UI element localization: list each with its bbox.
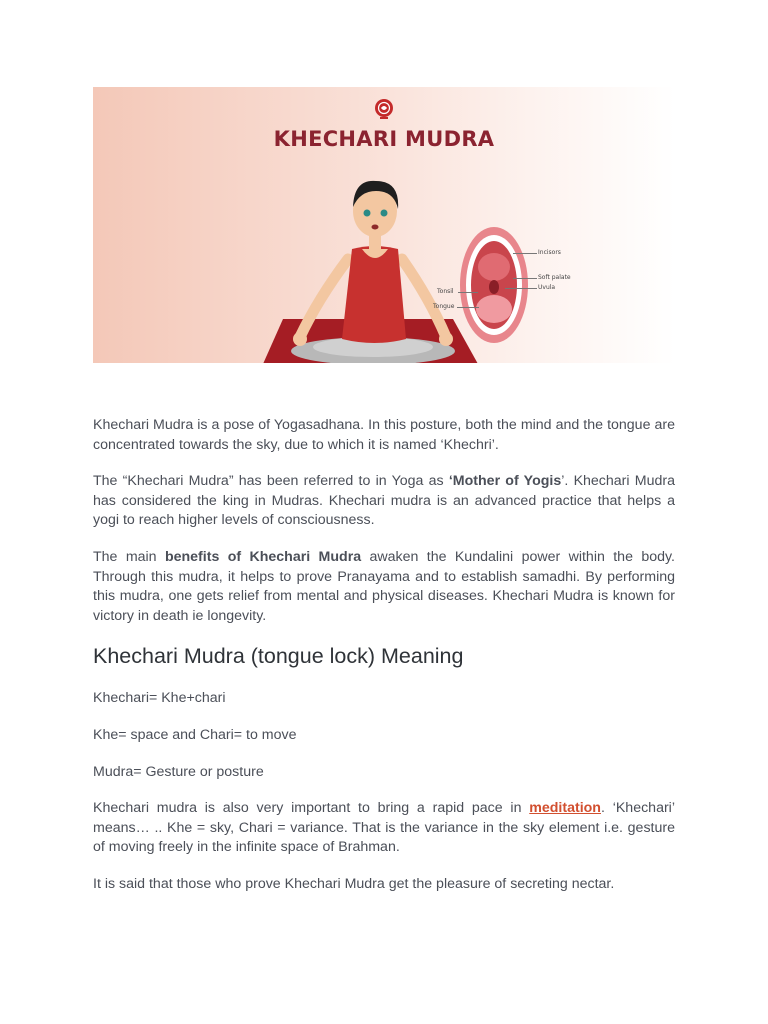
paragraph-mother-of-yogis: [93, 472, 675, 531]
bold-benefits: benefits of Khechari Mudra: [164, 548, 362, 565]
section-heading-meaning: Khechari Mudra (tongue lock) Meaning: [93, 644, 464, 669]
bold-mother-of-yogis: ‘Mother of Yogis: [448, 473, 562, 490]
text: . ‘Khechari’ means… .. Khe = sky, Chari = variance. That is the variance in the sky element i.e. gesture of moving freely in the infinite space of Brahman.: [93, 800, 675, 856]
diagram-label-soft-palate: Soft palate: [538, 274, 571, 281]
hero-banner: [93, 87, 675, 363]
text: awaken the Kundalini power within the body. Through this mudra, it helps to prove Pranayama and to establish samadhi. By performing this mudra, one gets relief from mental and physical diseases. Khechari Mudra is known for victory in death ie longevity.: [93, 548, 675, 624]
paragraph-intro: Khechari Mudra is a pose of Yogasadhana. In this posture, both the mind and the tongue are concentrated towards the sky, due to which it is named ‘Khechri’.: [93, 417, 675, 453]
text: Khechari mudra is also very important to bring a rapid pace in: [93, 800, 530, 817]
article-page: [93, 87, 675, 892]
paragraph-meditation: [93, 799, 675, 858]
article-body: [93, 416, 675, 912]
definition-khe-chari: Khe= space and Chari= to move: [93, 726, 297, 743]
text: The “Khechari Mudra” has been referred to in Yoga as: [93, 473, 449, 490]
definition-mudra: Mudra= Gesture or posture: [93, 763, 264, 780]
diagram-label-tonsil: Tonsil: [437, 288, 454, 295]
om-logo-icon: [372, 97, 396, 121]
paragraph-benefits: [93, 548, 675, 626]
diagram-label-uvula: Uvula: [538, 284, 556, 291]
meditating-woman-figure: [278, 169, 478, 363]
open-mouth-diagram: [459, 225, 529, 345]
text: ’. Khechari Mudra has considered the king in Mudras. Khechari mudra is an advanced practice that helps a yogi to reach higher levels of consciousness.: [93, 473, 675, 529]
banner-title: KHECHARI MUDRA: [273, 127, 495, 151]
paragraph-nectar: It is said that those who prove Khechari Mudra get the pleasure of secreting nectar.: [93, 875, 615, 892]
definition-khechari: Khechari= Khe+chari: [93, 690, 226, 707]
text: The main: [93, 548, 165, 565]
diagram-label-tongue: Tongue: [433, 303, 455, 310]
meditation-link[interactable]: meditation: [529, 800, 601, 817]
diagram-label-incisors: Incisors: [538, 249, 561, 256]
